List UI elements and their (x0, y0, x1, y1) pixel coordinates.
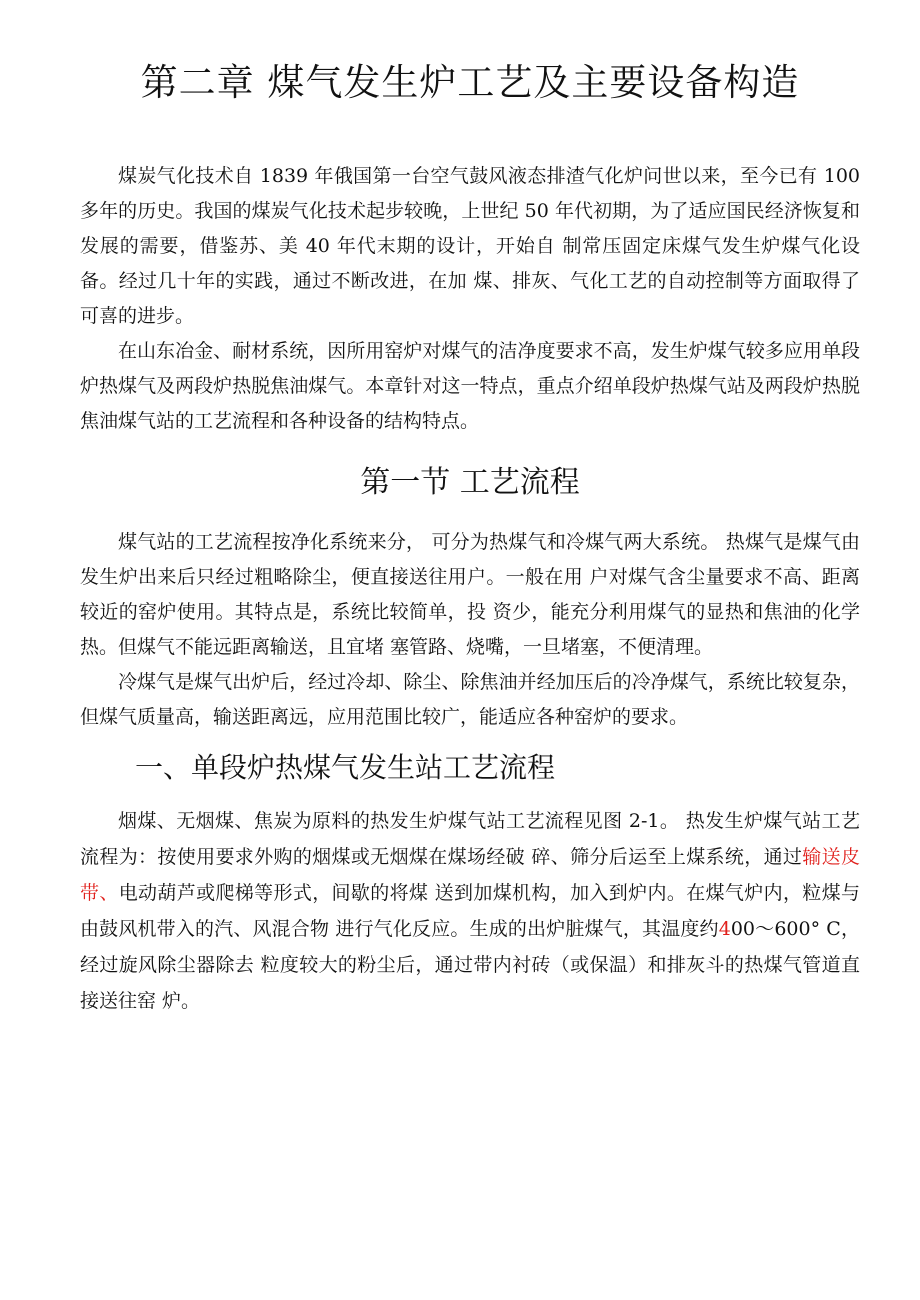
section-paragraph-1: 煤气站的工艺流程按净化系统来分， 可分为热煤气和冷煤气两大系统。 热煤气是煤气由发生炉出来后只经过粗略除尘，便直接送往用户。一般在用 户对煤气含尘量要求不高、距离较近的窑炉使用。其特点是，系统比较简单，投 资少，能充分利用煤气的显热和焦油的化学热。但煤气不能远距离输送，且宜堵 塞管路、烧嘴，一旦堵塞，不便清理。 (80, 531, 860, 658)
subsection-paragraph (80, 803, 860, 1019)
section-title: 第一节 工艺流程 (360, 465, 580, 500)
subsection-title: 一、单段炉热煤气发生站工艺流程 (135, 751, 556, 784)
subsection-text-part-3: 00～600° C，经过旋风除尘器除去 粒度较大的粉尘后，通过带内衬砖（或保温）和排灰斗的热煤气管道直接送往窑 炉。 (80, 918, 860, 1012)
intro-paragraph-1: 煤炭气化技术自 1839 年俄国第一台空气鼓风液态排渣气化炉问世以来，至今已有 100 多年的历史。我国的煤炭气化技术起步较晚，上世纪 50 年代初期，为了适应国民经济恢复和发展的需要，借鉴苏、美 40 年代末期的设计，开始自 制常压固定床煤气发生炉煤气化设备。经过几十年的实践，通过不断改进，在加 煤、排灰、气化工艺的自动控制等方面取得了可喜的进步。 (80, 165, 860, 327)
chapter-title: 第二章 煤气发生炉工艺及主要设备构造 (140, 61, 800, 104)
chapter-intro (80, 159, 860, 439)
highlight-temperature-digit: 4 (718, 918, 731, 940)
subsection-text-part-2: 电动葫芦或爬梯等形式，间歇的将煤 送到加煤机构，加入到炉内。在煤气炉内，粒煤与由鼓风机带入的汽、风混合物 进行气化反应。生成的出炉脏煤气，其温度约 (80, 882, 860, 940)
section-paragraph-2: 冷煤气是煤气出炉后，经过冷却、除尘、除焦油并经加压后的冷净煤气，系统比较复杂，但煤气质量高，输送距离远，应用范围比较广，能适应各种窑炉的要求。 (80, 671, 860, 728)
intro-paragraph-2: 在山东冶金、耐材系统，因所用窑炉对煤气的洁净度要求不高，发生炉煤气较多应用单段炉热煤气及两段炉热脱焦油煤气。本章针对这一特点，重点介绍单段炉热煤气站及两段炉热脱焦油煤气站的工艺流程和各种设备的结构特点。 (80, 340, 860, 432)
subsection-text-part-1: 烟煤、无烟煤、焦炭为原料的热发生炉煤气站工艺流程见图 2-1。 热发生炉煤气站工艺流程为：按使用要求外购的烟煤或无烟煤在煤场经破 碎、筛分后运至上煤系统，通过 (80, 810, 860, 868)
highlight-conveyor-belt: 输送皮带、 (80, 846, 860, 904)
section-body (80, 525, 860, 735)
